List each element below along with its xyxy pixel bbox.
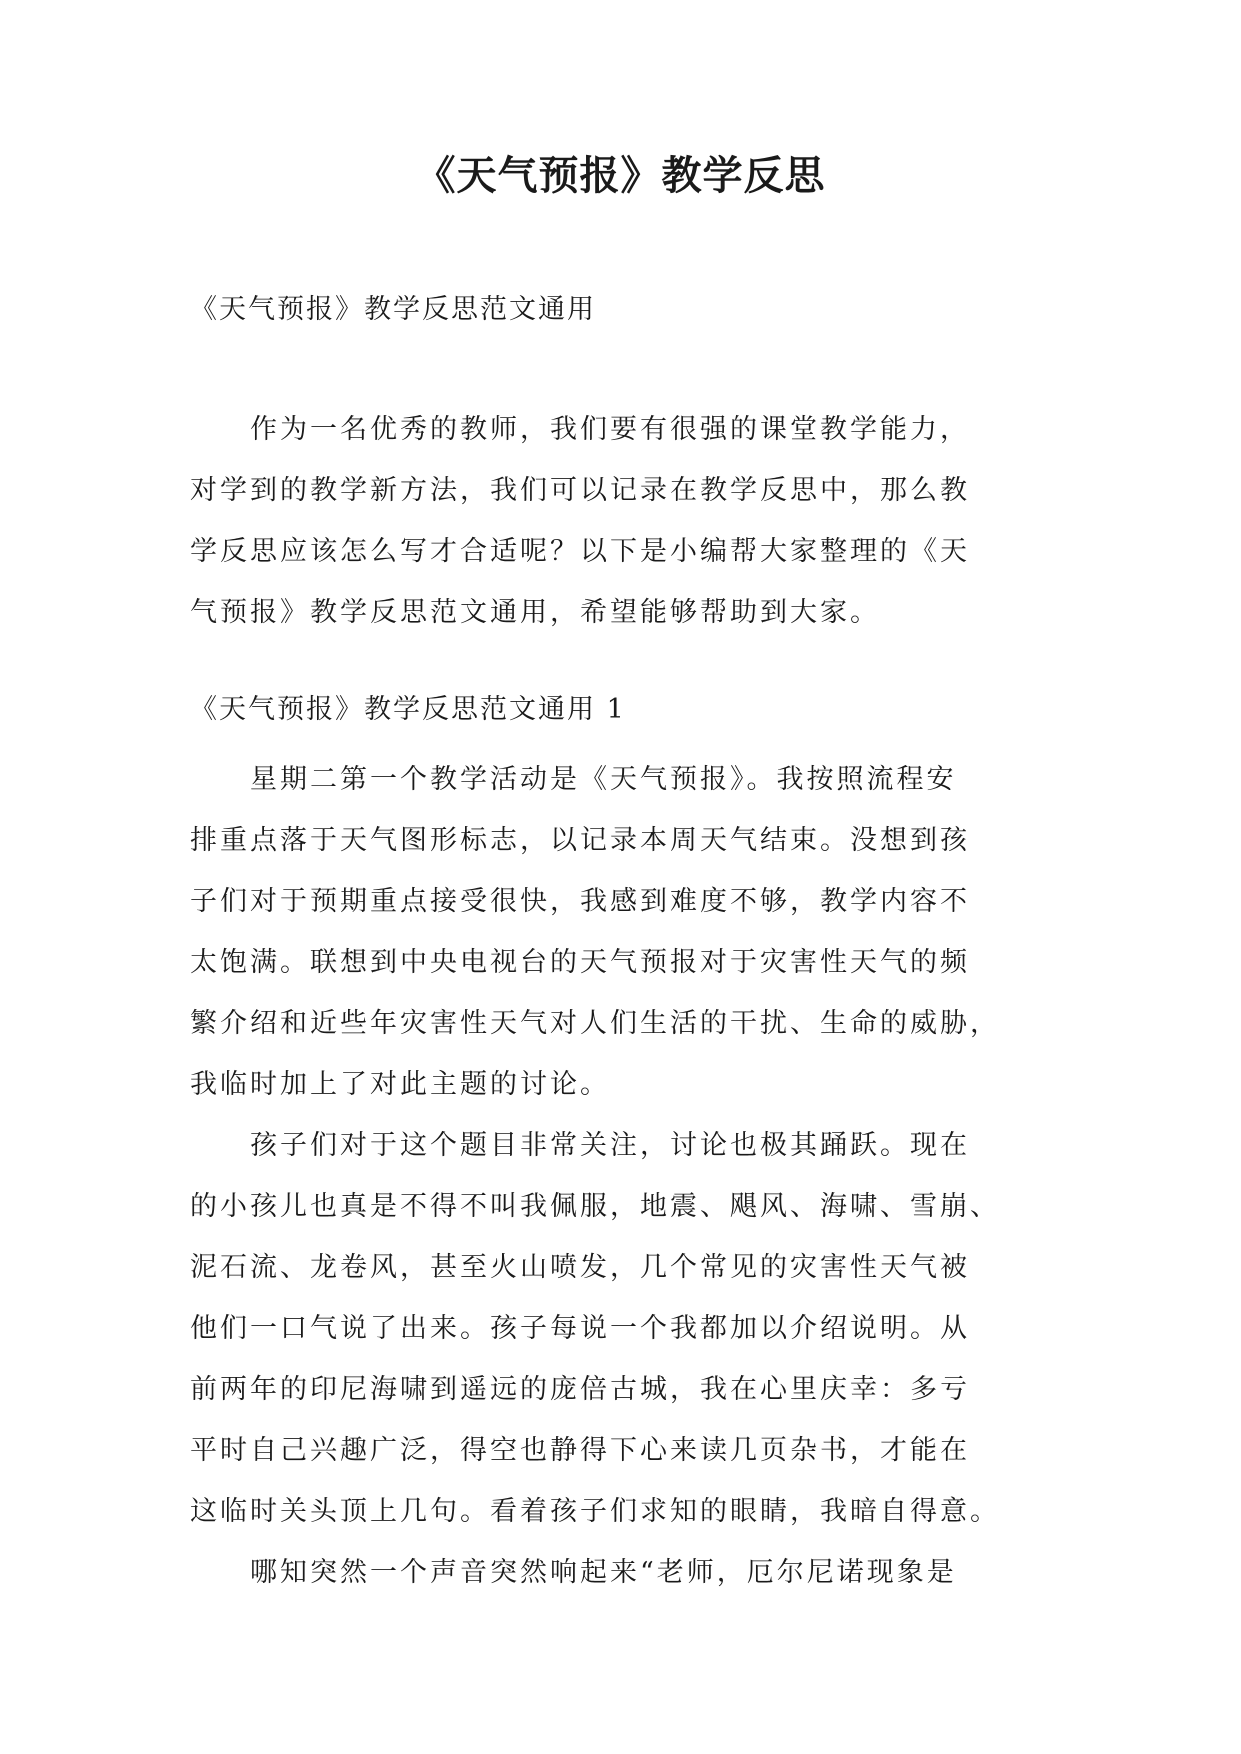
article-line: 子们对于预期重点接受很快，我感到难度不够，教学内容不 [190, 886, 970, 917]
article-line: 排重点落于天气图形标志，以记录本周天气结束。没想到孩 [190, 825, 970, 856]
document-title: 《天气预报》教学反思 [415, 152, 826, 199]
article-line: 哪知突然一个声音突然响起来“老师，厄尔尼诺现象是 [190, 1557, 957, 1588]
intro-line: 对学到的教学新方法，我们可以记录在教学反思中，那么教 [190, 475, 970, 506]
document-subtitle: 《天气预报》教学反思范文通用 [190, 294, 596, 325]
intro-line: 学反思应该怎么写才合适呢？以下是小编帮大家整理的《天 [190, 536, 970, 567]
article-line: 前两年的印尼海啸到遥远的庞倍古城，我在心里庆幸：多亏 [190, 1374, 970, 1405]
article-line: 他们一口气说了出来。孩子每说一个我都加以介绍说明。从 [190, 1313, 970, 1344]
article-line: 的小孩儿也真是不得不叫我佩服，地震、飓风、海啸、雪崩、 [190, 1191, 1000, 1222]
article-line: 太饱满。联想到中央电视台的天气预报对于灾害性天气的频 [190, 947, 970, 978]
article-line: 这临时关头顶上几句。看着孩子们求知的眼睛，我暗自得意。 [190, 1496, 1000, 1527]
intro-line: 气预报》教学反思范文通用，希望能够帮助到大家。 [190, 597, 880, 628]
article-line: 繁介绍和近些年灾害性天气对人们生活的干扰、生命的威胁， [190, 1008, 1000, 1039]
intro-paragraph [190, 399, 1053, 643]
section-heading: 《天气预报》教学反思范文通用 1 [190, 694, 626, 725]
article-body [190, 749, 1053, 1603]
article-line: 泥石流、龙卷风，甚至火山喷发，几个常见的灾害性天气被 [190, 1252, 970, 1283]
intro-line: 作为一名优秀的教师，我们要有很强的课堂教学能力， [190, 414, 970, 445]
article-line: 星期二第一个教学活动是《天气预报》。我按照流程安 [190, 764, 957, 795]
article-line: 我临时加上了对此主题的讨论。 [190, 1069, 610, 1100]
article-line: 平时自己兴趣广泛，得空也静得下心来读几页杂书，才能在 [190, 1435, 970, 1466]
article-line: 孩子们对于这个题目非常关注，讨论也极其踊跃。现在 [190, 1130, 970, 1161]
